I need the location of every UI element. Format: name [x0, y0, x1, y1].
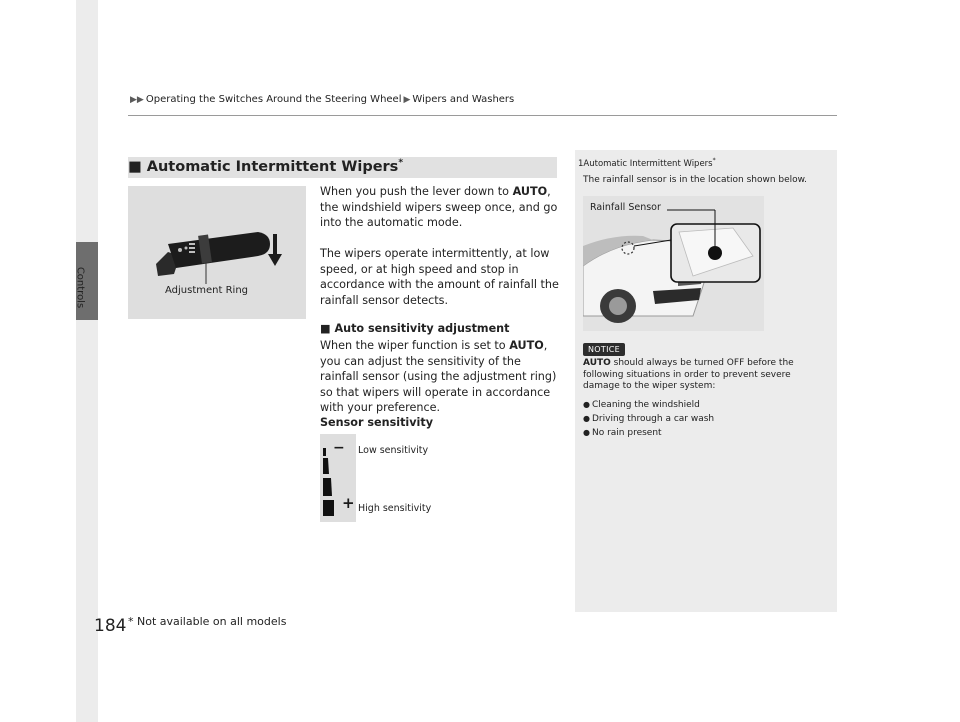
breadcrumb: [128, 94, 514, 105]
breadcrumb-item-wipers[interactable]: Wipers and Washers: [412, 94, 515, 105]
adjustment-ring-label: Adjustment Ring: [165, 285, 249, 296]
header-divider: [128, 115, 837, 116]
side-note-body: The rainfall sensor is in the location shown below.: [583, 175, 808, 185]
sensor-sensitivity-title: Sensor sensitivity: [320, 416, 434, 429]
subsection-title: ■ Auto sensitivity adjustment: [320, 322, 510, 335]
notice-bullet-list: [583, 398, 714, 440]
paragraph-intermittent: The wipers operate intermittently, at low speed, or at high speed and stop in accordance with the amount of rainfall the rainfall sensor detects.: [320, 247, 559, 307]
rainfall-sensor-illustration: [583, 196, 764, 331]
footnote: * Not available on all models: [128, 615, 287, 628]
side-tab-label: Controls: [74, 266, 86, 309]
list-item: ● No rain present: [583, 426, 714, 440]
rainfall-sensor-label: Rainfall Sensor: [590, 202, 661, 213]
side-tab: [76, 0, 98, 722]
paragraph-auto-mode: When you push the lever down to AUTO, the windshield wipers sweep once, and go into the automatic mode.: [320, 185, 558, 230]
list-item: ● Driving through a car wash: [583, 412, 714, 426]
breadcrumb-arrow-icon: ▶▶: [130, 95, 144, 105]
car-drawing: [583, 196, 764, 331]
section-title: ■ Automatic Intermittent Wipers*: [128, 158, 404, 175]
high-sensitivity-label: High sensitivity: [358, 503, 432, 514]
notice-text: AUTO should always be turned OFF before the following situations in order to prevent severe damage to the wiper system:: [583, 358, 794, 391]
page-number: 184: [94, 616, 127, 636]
list-item: ● Cleaning the windshield: [583, 398, 714, 412]
wiper-lever-drawing: [128, 186, 306, 319]
breadcrumb-item-switches[interactable]: Operating the Switches Around the Steering Wheel: [145, 94, 402, 105]
side-note-title: 1Automatic Intermittent Wipers*: [578, 157, 716, 169]
paragraph-sensitivity: When the wiper function is set to AUTO, you can adjust the sensitivity of the rainfall sensor (using the adjustment ring) so that wipers will operate in accordance with your preference.: [320, 339, 557, 415]
low-sensitivity-label: Low sensitivity: [358, 445, 429, 456]
notice-badge: NOTICE: [583, 343, 625, 356]
wiper-lever-illustration: [128, 186, 306, 319]
plus-icon: +: [342, 494, 355, 512]
breadcrumb-arrow-icon: ▶: [403, 95, 411, 105]
minus-icon: −: [333, 440, 345, 456]
